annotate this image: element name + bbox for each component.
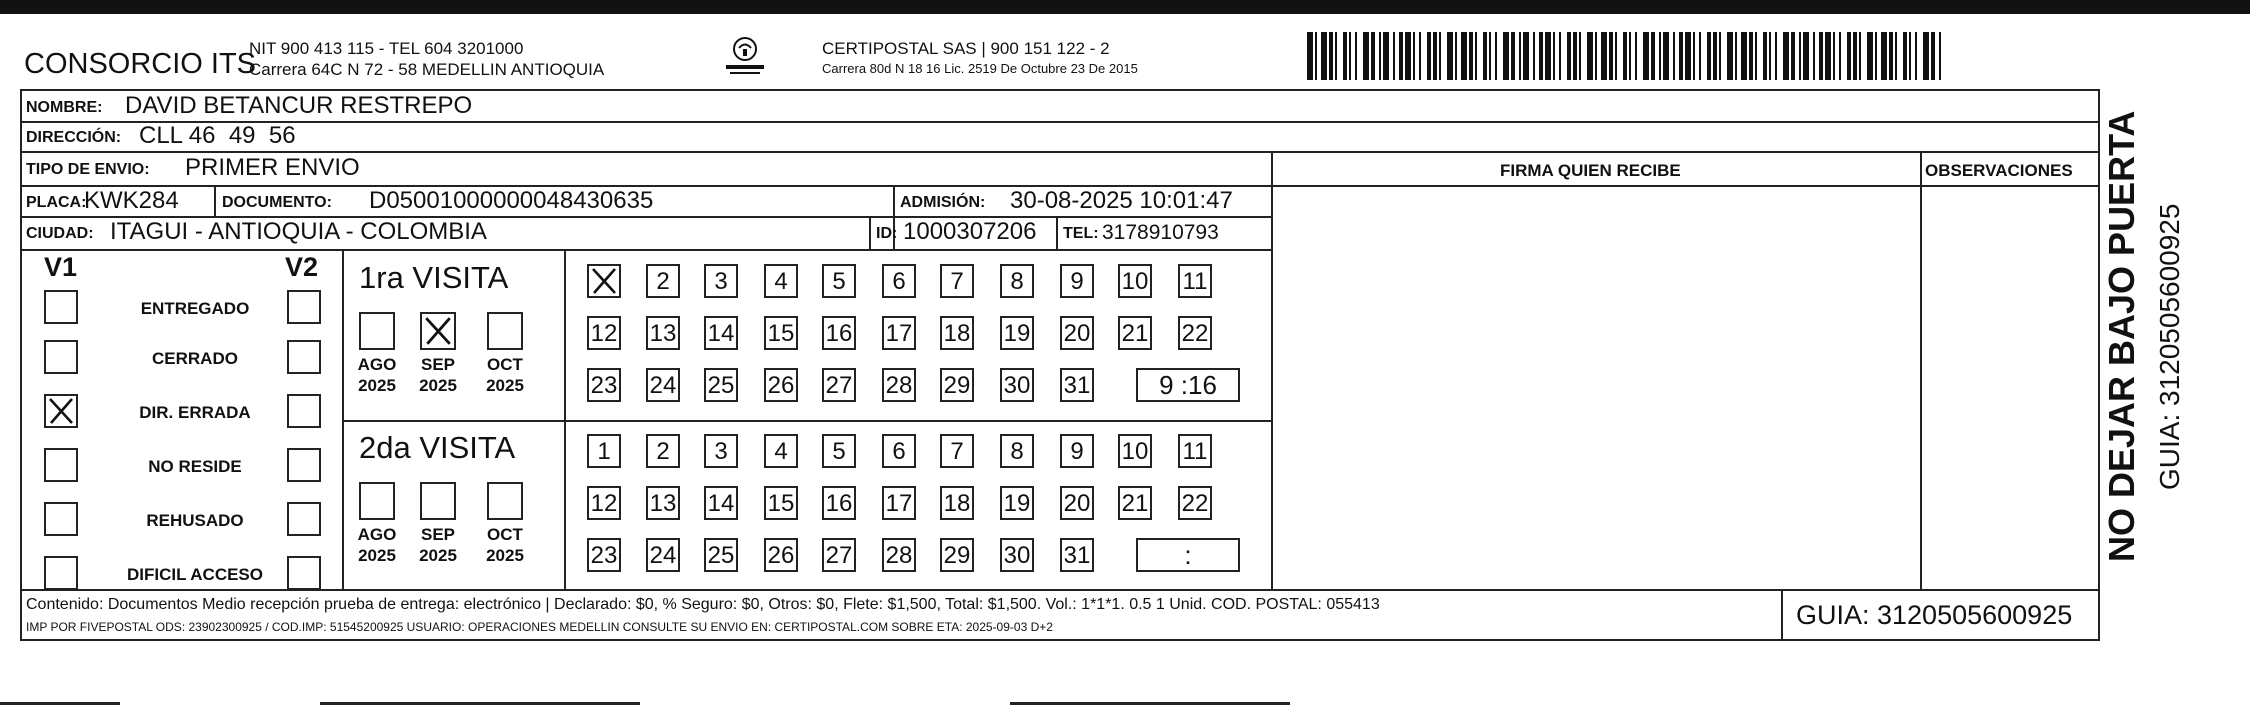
barcode-bar xyxy=(1623,32,1627,80)
scan-top-edge xyxy=(0,0,2250,14)
visit2-month-label: OCT xyxy=(487,525,523,544)
visit1-day-box[interactable]: 15 xyxy=(764,316,798,350)
visit1-day-box[interactable]: 12 xyxy=(587,316,621,350)
status-option-label: NO RESIDE xyxy=(148,457,242,476)
barcode-bar xyxy=(1769,32,1771,80)
barcode-bar xyxy=(1853,32,1857,80)
barcode-bar xyxy=(1685,32,1691,80)
visit1-month-label: SEP xyxy=(420,355,456,374)
certipostal-logo xyxy=(720,34,770,80)
visit1-time-box[interactable]: 9 :16 xyxy=(1136,368,1240,402)
visit2-year-label: 2025 xyxy=(486,546,524,565)
barcode-bar xyxy=(1379,32,1381,80)
visit1-day-box[interactable]: 28 xyxy=(882,368,916,402)
visit2-day-box[interactable]: 5 xyxy=(822,434,856,468)
barcode-bar xyxy=(1315,32,1317,80)
visit1-day-box[interactable]: 29 xyxy=(940,368,974,402)
barcode-bar xyxy=(1895,32,1897,80)
v2-checkbox[interactable] xyxy=(287,502,321,536)
ciudad-label: CIUDAD: xyxy=(26,225,94,242)
v1-checkbox[interactable] xyxy=(44,290,78,324)
visit2-day-box[interactable]: 25 xyxy=(704,538,738,572)
barcode-bar xyxy=(1503,32,1509,80)
v1-checkbox[interactable] xyxy=(44,502,78,536)
ciudad-value: ITAGUI - ANTIOQUIA - COLOMBIA xyxy=(110,218,487,245)
barcode-bar xyxy=(1335,32,1337,80)
barcode-bar xyxy=(1559,32,1561,80)
barcode-bar xyxy=(1307,32,1313,80)
visit2-day-box[interactable]: 17 xyxy=(882,486,916,520)
admision-label: ADMISIÓN: xyxy=(900,194,986,211)
visit1-year-label: 2025 xyxy=(419,376,457,395)
visit2-day-box[interactable]: 20 xyxy=(1060,486,1094,520)
visit2-year-label: 2025 xyxy=(419,546,457,565)
visit2-day-box[interactable]: 28 xyxy=(882,538,916,572)
visit1-month-label: AGO xyxy=(357,355,397,374)
visit1-day-box[interactable]: 17 xyxy=(882,316,916,350)
barcode-bar xyxy=(1659,32,1661,80)
barcode-bar xyxy=(1523,32,1529,80)
barcode-bar xyxy=(1813,32,1815,80)
v1-checkbox[interactable] xyxy=(44,394,78,428)
side-guia: GUIA: 3120505600925 xyxy=(2154,203,2185,490)
visit1-day-box[interactable]: 10 xyxy=(1118,264,1152,298)
barcode-bar xyxy=(1489,32,1491,80)
barcode-bar xyxy=(1819,32,1823,80)
barcode-bar xyxy=(1371,32,1375,80)
status-option-label: DIFICIL ACCESO xyxy=(126,565,263,584)
barcode-bar xyxy=(1741,32,1747,80)
visit1-day-box[interactable]: 2 xyxy=(646,264,680,298)
visit2-day-box[interactable]: 1 xyxy=(587,434,621,468)
visit2-day-box[interactable]: 29 xyxy=(940,538,974,572)
visit1-day-box[interactable]: 25 xyxy=(704,368,738,402)
visit2-day-box[interactable]: 18 xyxy=(940,486,974,520)
visit2-day-box[interactable]: 4 xyxy=(764,434,798,468)
barcode-bar xyxy=(1461,32,1467,80)
barcode-bar xyxy=(1567,32,1571,80)
barcode-bar xyxy=(1383,32,1389,80)
barcode-bar xyxy=(1939,32,1941,80)
barcode-bar xyxy=(1713,32,1717,80)
barcode-bar xyxy=(1643,32,1649,80)
visit2-day-box[interactable]: 9 xyxy=(1060,434,1094,468)
visit1-month-checkbox[interactable] xyxy=(359,312,395,350)
visit1-day-box[interactable]: 31 xyxy=(1060,368,1094,402)
tel-label: TEL: xyxy=(1063,225,1099,242)
visit1-year-label: 2025 xyxy=(486,376,524,395)
visit2-day-box[interactable]: 3 xyxy=(704,434,738,468)
visit2-day-box[interactable]: 10 xyxy=(1118,434,1152,468)
visit2-day-box[interactable]: 15 xyxy=(764,486,798,520)
v1-checkbox[interactable] xyxy=(44,448,78,482)
barcode-bar xyxy=(1755,32,1757,80)
visit1-day-box[interactable]: 23 xyxy=(587,368,621,402)
barcode-bar xyxy=(1573,32,1577,80)
visit1-day-box[interactable]: 30 xyxy=(1000,368,1034,402)
barcode-bar xyxy=(1475,32,1477,80)
barcode-bar xyxy=(1859,32,1861,80)
barcode-bar xyxy=(1651,32,1655,80)
barcode-bar xyxy=(1775,32,1777,80)
visit1-day-box[interactable]: 7 xyxy=(940,264,974,298)
visit2-day-box[interactable]: 16 xyxy=(822,486,856,520)
x-check-mark xyxy=(589,266,619,296)
visit1-day-box[interactable]: 21 xyxy=(1118,316,1152,350)
visit2-day-box[interactable]: 23 xyxy=(587,538,621,572)
visit2-month-checkbox[interactable] xyxy=(487,482,523,520)
x-check-mark xyxy=(422,314,454,348)
barcode-bar xyxy=(1419,32,1421,80)
v2-checkbox[interactable] xyxy=(287,340,321,374)
visit2-day-box[interactable]: 21 xyxy=(1118,486,1152,520)
direccion-label: DIRECCIÓN: xyxy=(26,129,122,146)
barcode-bar xyxy=(1579,32,1581,80)
barcode-bar xyxy=(1847,32,1851,80)
direccion-value: CLL 46 49 56 xyxy=(139,122,296,149)
visit1-month-checkbox[interactable] xyxy=(487,312,523,350)
documento-label: DOCUMENTO: xyxy=(222,194,332,211)
barcode-bar xyxy=(1355,32,1357,80)
v2-header: V2 xyxy=(285,252,319,282)
barcode-bar xyxy=(1329,32,1333,80)
barcode-bar xyxy=(1483,32,1487,80)
nombre-label: NOMBRE: xyxy=(26,99,103,116)
barcode-bar xyxy=(1749,32,1753,80)
scan-cut-line xyxy=(320,702,640,705)
barcode-bar xyxy=(1629,32,1631,80)
observaciones-header: OBSERVACIONES xyxy=(1925,161,2073,180)
barcode-bar xyxy=(1825,32,1831,80)
company-nit: NIT 900 413 115 - TEL 604 3201000 xyxy=(249,39,524,58)
footer-contenido: Contenido: Documentos Medio recepción prueba de entrega: electrónico | Declarado: $0, % Seguro: $0, Otros: $0, Flete: $1,500, Total: $1,500. Vol.: 1*1*1. 0.5 1 Unid. COD. POSTAL: 055413 xyxy=(26,596,1380,613)
barcode-bar xyxy=(1763,32,1767,80)
visit1-day-box[interactable]: 27 xyxy=(822,368,856,402)
firma-header: FIRMA QUIEN RECIBE xyxy=(1500,161,1681,180)
barcode-bar xyxy=(1427,32,1431,80)
visit1-day-box[interactable]: 16 xyxy=(822,316,856,350)
barcode-bar xyxy=(1679,32,1683,80)
nombre-value: DAVID BETANCUR RESTREPO xyxy=(125,92,473,119)
visit2-day-box[interactable]: 26 xyxy=(764,538,798,572)
barcode-bar xyxy=(1519,32,1521,80)
visit2-day-box[interactable]: 6 xyxy=(882,434,916,468)
barcode-bar xyxy=(1875,32,1877,80)
barcode-bar xyxy=(1399,32,1403,80)
visit1-day-box[interactable]: 22 xyxy=(1178,316,1212,350)
barcode-bar xyxy=(1673,32,1675,80)
barcode-bar xyxy=(1783,32,1789,80)
barcode-bar xyxy=(1393,32,1395,80)
barcode-bar xyxy=(1587,32,1593,80)
visit2-day-box[interactable]: 30 xyxy=(1000,538,1034,572)
barcode-bar xyxy=(1469,32,1473,80)
barcode-bar xyxy=(1881,32,1887,80)
barcode-bar xyxy=(1909,32,1911,80)
placa-label: PLACA: xyxy=(26,194,87,211)
visit1-day-box[interactable] xyxy=(587,264,621,298)
admision-value: 30-08-2025 10:01:47 xyxy=(1010,187,1233,214)
barcode-bar xyxy=(1595,32,1597,80)
barcode-bar xyxy=(1663,32,1669,80)
visit2-title: 2da VISITA xyxy=(359,430,516,465)
visit1-month-label: OCT xyxy=(487,355,523,374)
barcode-bar xyxy=(1601,32,1607,80)
barcode-bar xyxy=(1321,32,1327,80)
barcode-bar xyxy=(1343,32,1347,80)
visit2-day-box[interactable]: 12 xyxy=(587,486,621,520)
placa-value: KWK284 xyxy=(84,187,179,214)
barcode-bar xyxy=(1791,32,1795,80)
visit2-day-box[interactable]: 22 xyxy=(1178,486,1212,520)
barcode-bar xyxy=(1693,32,1695,80)
v1-header: V1 xyxy=(44,252,78,282)
visit1-year-label: 2025 xyxy=(358,376,396,395)
x-check-mark xyxy=(46,396,76,426)
visit1-month-checkbox[interactable] xyxy=(420,312,456,350)
barcode-bar xyxy=(1889,32,1893,80)
visit2-day-box[interactable]: 11 xyxy=(1178,434,1212,468)
barcode-bar xyxy=(1923,32,1929,80)
barcode-bar xyxy=(1349,32,1351,80)
side-notice: NO DEJAR BAJO PUERTA xyxy=(2101,110,2142,562)
visit1-day-box[interactable]: 4 xyxy=(764,264,798,298)
visit2-day-box[interactable]: 27 xyxy=(822,538,856,572)
visit2-day-box[interactable]: 7 xyxy=(940,434,974,468)
v2-checkbox[interactable] xyxy=(287,394,321,428)
visit2-month-checkbox[interactable] xyxy=(420,482,456,520)
visit2-month-label: SEP xyxy=(420,525,456,544)
barcode-bar xyxy=(1903,32,1907,80)
barcode-bar xyxy=(1545,32,1551,80)
visit2-day-box[interactable]: 2 xyxy=(646,434,680,468)
barcode-bar xyxy=(1533,32,1535,80)
barcode-bar xyxy=(1455,32,1457,80)
barcode-bar xyxy=(1915,32,1917,80)
visit1-day-box[interactable]: 13 xyxy=(646,316,680,350)
visit2-time-box[interactable]: : xyxy=(1136,538,1240,572)
visit2-month-label: AGO xyxy=(357,525,397,544)
status-option-label: ENTREGADO xyxy=(140,299,250,318)
barcode-bar xyxy=(1447,32,1453,80)
company-name: CONSORCIO ITS xyxy=(24,48,257,80)
barcode-bar xyxy=(1635,32,1637,80)
visit1-day-box[interactable]: 19 xyxy=(1000,316,1034,350)
visit2-day-box[interactable]: 8 xyxy=(1000,434,1034,468)
barcode xyxy=(1307,32,1941,80)
visit1-day-box[interactable]: 14 xyxy=(704,316,738,350)
barcode-bar xyxy=(1735,32,1737,80)
barcode-bar xyxy=(1439,32,1441,80)
barcode-bar xyxy=(1539,32,1543,80)
barcode-bar xyxy=(1511,32,1515,80)
visit2-day-box[interactable]: 19 xyxy=(1000,486,1034,520)
status-option-label: REHUSADO xyxy=(146,511,244,530)
barcode-bar xyxy=(1609,32,1613,80)
footer-guia: GUIA: 3120505600925 xyxy=(1796,600,2073,630)
visit1-day-box[interactable]: 9 xyxy=(1060,264,1094,298)
barcode-bar xyxy=(1707,32,1711,80)
barcode-bar xyxy=(1803,32,1809,80)
visit2-day-box[interactable]: 24 xyxy=(646,538,680,572)
v2-checkbox[interactable] xyxy=(287,556,321,590)
v2-checkbox[interactable] xyxy=(287,448,321,482)
visit1-day-box[interactable]: 3 xyxy=(704,264,738,298)
visit1-day-box[interactable]: 11 xyxy=(1178,264,1212,298)
carrier-name: CERTIPOSTAL SAS | 900 151 122 - 2 xyxy=(822,39,1110,58)
visit1-day-box[interactable]: 5 xyxy=(822,264,856,298)
v1-checkbox[interactable] xyxy=(44,556,78,590)
scan-cut-line xyxy=(0,702,120,705)
visit2-day-box[interactable]: 13 xyxy=(646,486,680,520)
id-value: 1000307206 xyxy=(903,218,1037,245)
company-address: Carrera 64C N 72 - 58 MEDELLIN ANTIOQUIA xyxy=(249,60,605,79)
documento-value: D05001000000048430635 xyxy=(369,187,654,214)
barcode-bar xyxy=(1615,32,1617,80)
tipo-envio-label: TIPO DE ENVIO: xyxy=(26,161,150,178)
visit2-day-box[interactable]: 14 xyxy=(704,486,738,520)
visit1-day-box[interactable]: 6 xyxy=(882,264,916,298)
footer-imp: IMP POR FIVEPOSTAL ODS: 23902300925 / COD.IMP: 51545200925 USUARIO: OPERACIONES MEDELLIN CONSULTE SU ENVIO EN: CERTIPOSTAL.COM SOBRE ETA: 2025-09-03 D+2 xyxy=(26,620,1053,634)
visit1-day-box[interactable]: 20 xyxy=(1060,316,1094,350)
barcode-bar xyxy=(1495,32,1497,80)
visit1-day-box[interactable]: 8 xyxy=(1000,264,1034,298)
status-option-label: DIR. ERRADA xyxy=(139,403,251,422)
barcode-bar xyxy=(1699,32,1701,80)
barcode-bar xyxy=(1867,32,1873,80)
v1-checkbox[interactable] xyxy=(44,340,78,374)
visit1-title: 1ra VISITA xyxy=(359,260,509,295)
barcode-bar xyxy=(1719,32,1721,80)
barcode-bar xyxy=(1839,32,1841,80)
visit1-day-box[interactable]: 24 xyxy=(646,368,680,402)
tel-value: 3178910793 xyxy=(1102,221,1219,244)
barcode-bar xyxy=(1553,32,1555,80)
tipo-envio-value: PRIMER ENVIO xyxy=(185,154,360,181)
visit2-month-checkbox[interactable] xyxy=(359,482,395,520)
status-option-label: CERRADO xyxy=(152,349,238,368)
barcode-bar xyxy=(1727,32,1733,80)
visit1-day-box[interactable]: 26 xyxy=(764,368,798,402)
visit2-year-label: 2025 xyxy=(358,546,396,565)
visit1-day-box[interactable]: 18 xyxy=(940,316,974,350)
visit2-day-box[interactable]: 31 xyxy=(1060,538,1094,572)
barcode-bar xyxy=(1405,32,1411,80)
scan-cut-line xyxy=(1010,702,1290,705)
id-label: ID: xyxy=(876,225,898,242)
carrier-address: Carrera 80d N 18 16 Lic. 2519 De Octubre 23 De 2015 xyxy=(822,61,1138,76)
barcode-bar xyxy=(1799,32,1801,80)
barcode-bar xyxy=(1931,32,1935,80)
barcode-bar xyxy=(1413,32,1415,80)
v2-checkbox[interactable] xyxy=(287,290,321,324)
barcode-bar xyxy=(1833,32,1835,80)
barcode-bar xyxy=(1363,32,1369,80)
barcode-bar xyxy=(1433,32,1437,80)
